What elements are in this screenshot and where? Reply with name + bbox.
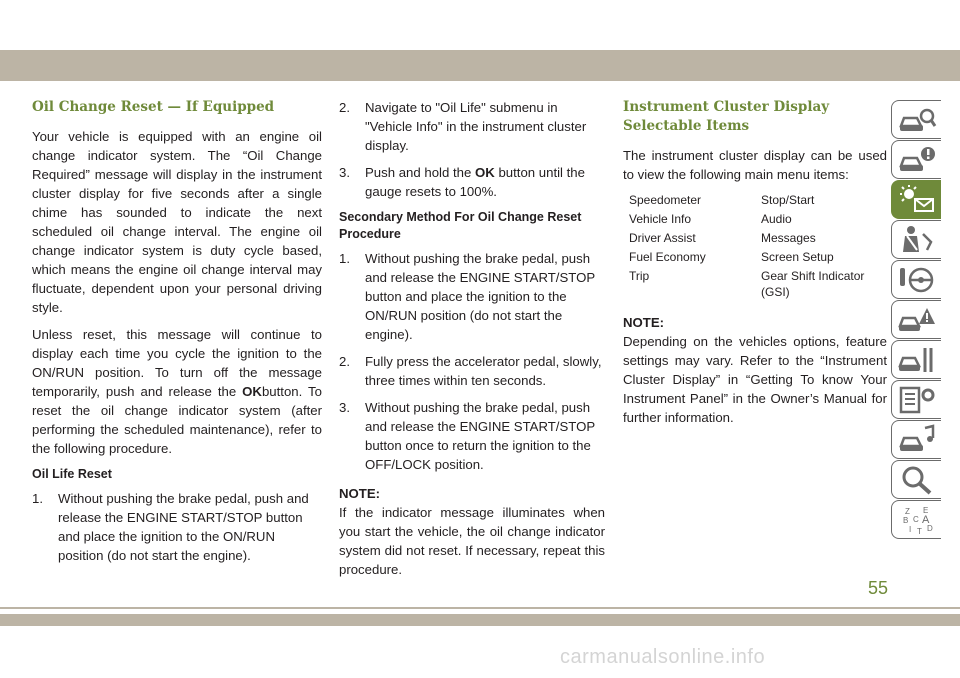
tab-car-search[interactable]: [891, 100, 941, 139]
tab-servicing-maintenance[interactable]: [891, 340, 941, 379]
menu-item-left: Driver Assist: [629, 231, 696, 245]
list-item: [339, 98, 605, 155]
list-item: [339, 163, 605, 201]
section-heading-instrument-cluster: Instrument Cluster Display Selectable Items: [623, 99, 830, 134]
column-2: [339, 98, 605, 587]
table-row: [623, 230, 887, 249]
step-text: Without pushing the brake pedal, push and release the ENGINE START/STOP button and place the ignition to the ON/RUN position (do not start the engine).: [58, 491, 309, 563]
column-3: [623, 98, 887, 435]
list-item: [32, 489, 322, 565]
menu-item-right: Audio: [761, 212, 792, 226]
warning-light-message-icon: [897, 184, 937, 216]
step-text-a: Push and hold the: [365, 165, 472, 180]
index-letter: C: [912, 514, 919, 524]
menu-item-right: Messages: [761, 231, 816, 245]
note-text: Depending on the vehicles options, feature settings may vary. Refer to the “Instrument Cluster Display” in “Getting To know Your Instrument Panel” in the Owner’s Manual for further information.: [623, 334, 887, 425]
list-item: [339, 352, 605, 390]
car-search-icon: [897, 104, 937, 136]
main-menu-items-table: [623, 192, 887, 303]
paragraph-oil-change-intro: Your vehicle is equipped with an engine oil change indicator system. The “Oil Change Required” message will display in the instrument cluster display for five seconds after a single chime has sounded to indicate the next scheduled oil change interval. The engine oil change indicator system is duty cycle based, which means the engine oil change interval may fluctuate, dependent upon your personal driving style.: [32, 129, 322, 315]
tab-warning-messages[interactable]: [891, 180, 941, 219]
paragraph-oil-change-unless-reset: [32, 325, 322, 458]
tab-index[interactable]: [891, 500, 941, 539]
step-text-b: button until the gauge resets to 100%.: [365, 165, 585, 199]
index-letter: Z: [904, 506, 910, 516]
menu-item-right: Gear Shift Indicator (GSI): [761, 269, 865, 299]
tab-car-info[interactable]: [891, 140, 941, 179]
para2-text-b: button. To reset the oil change indicator system (after performing the scheduled maintenance), refer to the following procedure.: [32, 384, 322, 456]
menu-item-left: Trip: [629, 269, 650, 283]
footer-band: [0, 614, 960, 626]
note-text: If the indicator message illuminates when you start the vehicle, the oil change indicator system did not reset. If necessary, repeat this procedure.: [339, 505, 605, 577]
index-letter: A: [921, 513, 929, 526]
alphabet-index-icon: [897, 504, 937, 536]
tab-multimedia[interactable]: [891, 420, 941, 459]
step-text: Fully press the accelerator pedal, slowly, three times within ten seconds.: [365, 354, 602, 388]
car-info-icon: [897, 144, 937, 176]
page-number: 55: [868, 578, 889, 598]
index-search-icon: [897, 464, 937, 496]
menu-item-right: Stop/Start: [761, 193, 815, 207]
index-letter: T: [916, 526, 922, 536]
index-letter: E: [922, 505, 928, 515]
step-text: Without pushing the brake pedal, push and release the ENGINE START/STOP button and place the ignition to the ON/RUN position (do not start the engine).: [365, 251, 595, 342]
note-heading: NOTE:: [339, 486, 381, 501]
car-crash-warning-icon: [897, 304, 937, 336]
step-text: Navigate to "Oil Life" submenu in "Vehicle Info" in the instrument cluster display.: [365, 100, 587, 153]
menu-item-left: Fuel Economy: [629, 250, 706, 264]
step-number: 3.: [339, 400, 350, 415]
ok-button-label: OK: [242, 384, 262, 399]
menu-item-left: Vehicle Info: [629, 212, 692, 226]
subheading-secondary-method: Secondary Method For Oil Change Reset Procedure: [339, 210, 582, 241]
list-item: [339, 249, 605, 344]
tab-safety[interactable]: [891, 220, 941, 259]
section-heading-oil-change-reset: Oil Change Reset — If Equipped: [32, 99, 275, 115]
list-item: [339, 398, 605, 474]
table-row: [623, 192, 887, 211]
column-1: [32, 98, 322, 573]
paragraph-cluster-intro: The instrument cluster display can be used to view the following main menu items:: [623, 148, 887, 182]
footer-rule: [0, 607, 960, 609]
step-number: 1.: [339, 251, 350, 266]
steering-key-icon: [897, 264, 937, 296]
oil-life-reset-steps: [32, 489, 322, 565]
watermark: carmanualsonline.info: [560, 646, 766, 668]
subheading-oil-life-reset: Oil Life Reset: [32, 467, 112, 481]
chapter-tabs: [891, 100, 941, 540]
index-letter: D: [926, 523, 933, 533]
index-letter: B: [902, 515, 908, 525]
tab-customer-assistance[interactable]: [891, 460, 941, 499]
car-tools-icon: [897, 344, 937, 376]
step-number: 1.: [32, 491, 43, 506]
table-row: [623, 249, 887, 268]
ok-button-label: OK: [475, 165, 495, 180]
step-text: Without pushing the brake pedal, push and release the ENGINE START/STOP button once to return the ignition to the OFF/LOCK position.: [365, 400, 595, 472]
oil-life-reset-steps-continued: [339, 98, 605, 201]
tab-starting-operating[interactable]: [891, 260, 941, 299]
specifications-gear-icon: [897, 384, 937, 416]
table-row: [623, 211, 887, 230]
tab-emergency[interactable]: [891, 300, 941, 339]
step-number: 3.: [339, 165, 350, 180]
header-band: [0, 50, 960, 81]
para2-text-a: Unless reset, this message will continue to display each time you cycle the ignition to the ON/RUN position. To turn off the message temporarily, push and release the: [32, 327, 322, 399]
tab-technical-specifications[interactable]: [891, 380, 941, 419]
menu-item-left: Speedometer: [629, 193, 702, 207]
table-row: [623, 268, 887, 303]
index-letter: I: [908, 524, 911, 534]
multimedia-icon: [897, 424, 937, 456]
secondary-method-steps: [339, 249, 605, 474]
step-number: 2.: [339, 100, 350, 115]
note-heading: NOTE:: [623, 315, 665, 330]
step-number: 2.: [339, 354, 350, 369]
seat-belt-person-icon: [897, 224, 937, 256]
menu-item-right: Screen Setup: [761, 250, 834, 264]
